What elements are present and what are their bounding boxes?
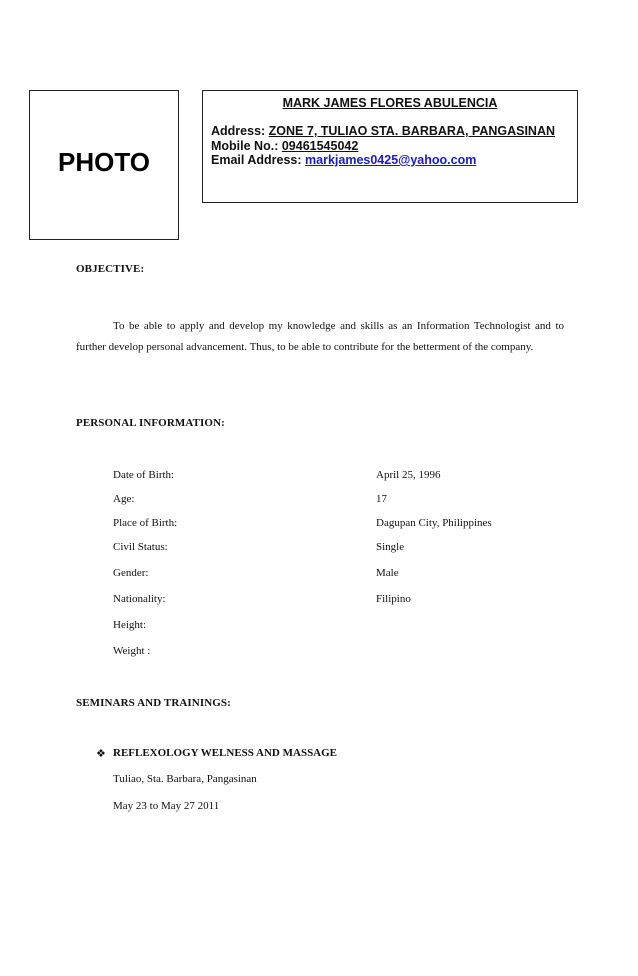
mobile-value: 09461545042	[281, 139, 359, 153]
diamond-bullet-icon: ❖	[96, 748, 106, 760]
email-link[interactable]: markjames0425@yahoo.com	[305, 153, 477, 167]
row-label: Place of Birth:	[113, 517, 178, 529]
objective-paragraph	[76, 316, 564, 358]
row-label: Height:	[113, 619, 146, 631]
contact-info-box	[202, 90, 578, 203]
photo-placeholder	[29, 90, 179, 240]
row-value: Single	[376, 541, 405, 553]
seminar-location: Tuliao, Sta. Barbara, Pangasinan	[113, 773, 257, 785]
row-value: Male	[376, 567, 399, 579]
seminar-title: REFLEXOLOGY WELNESS AND MASSAGE	[113, 747, 338, 759]
row-value: 17	[376, 493, 387, 505]
row-value: Dagupan City, Philippines	[376, 517, 492, 529]
email-line	[211, 153, 476, 167]
row-label: Weight :	[113, 645, 151, 657]
row-value: Filipino	[376, 593, 411, 605]
mobile-line	[211, 139, 358, 153]
row-value: April 25, 1996	[376, 469, 441, 481]
address-label: Address:	[211, 124, 266, 138]
email-label: Email Address:	[211, 153, 302, 167]
personal-info-heading: PERSONAL INFORMATION:	[76, 417, 225, 429]
seminar-dates: May 23 to May 27 2011	[113, 800, 220, 812]
applicant-name: MARK JAMES FLORES ABULENCIA	[282, 96, 498, 110]
row-label: Nationality:	[113, 593, 166, 605]
row-label: Gender:	[113, 567, 149, 579]
address-value: ZONE 7, TULIAO STA. BARBARA, PANGASINAN	[268, 124, 556, 138]
seminars-heading: SEMINARS AND TRAININGS:	[76, 697, 231, 709]
objective-text: To be able to apply and develop my knowledge and skills as an Information Technologist and to further develop personal advancement. Thus, to be able to contribute for the betterment of the company.	[76, 320, 564, 353]
row-label: Age:	[113, 493, 135, 505]
photo-label: PHOTO	[58, 147, 150, 177]
row-label: Date of Birth:	[113, 469, 175, 481]
objective-heading: OBJECTIVE:	[76, 263, 145, 275]
address-line	[211, 124, 555, 138]
mobile-label: Mobile No.:	[211, 139, 279, 153]
row-label: Civil Status:	[113, 541, 168, 553]
